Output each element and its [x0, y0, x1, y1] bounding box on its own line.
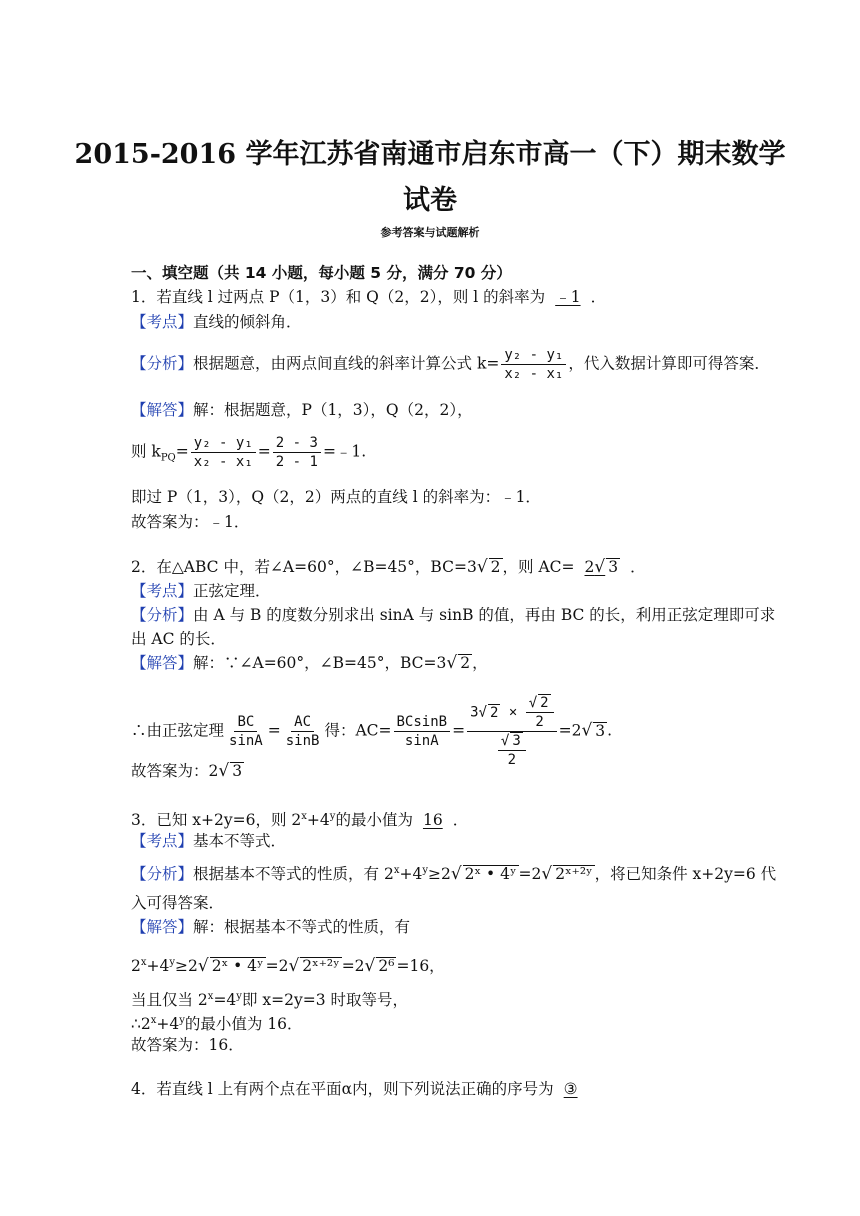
q2-frac-ac-num: AC [291, 713, 314, 732]
slope-num: y₂ - y₁ [501, 346, 566, 365]
fenxi-tag: 【分析】 [131, 865, 194, 884]
q2-frac-bc [226, 713, 266, 750]
q3-calc-d: =2 [265, 957, 289, 976]
kaodian-tag: 【考点】 [131, 313, 194, 331]
q2-frac-big [467, 694, 557, 769]
q3-stem-b: +4 [306, 811, 330, 830]
q2-calc [131, 694, 612, 769]
q3-calc [131, 952, 445, 977]
page-title-line2: 试卷 [403, 185, 457, 216]
q1-stem-text: 1．若直线 l 过两点 P（1，3）和 Q（2，2），则 l 的斜率为 [131, 288, 546, 306]
q2-small-radicand: 2 [540, 695, 549, 711]
q3-stem-a: 3．已知 x+2y=6，则 2 [131, 811, 302, 830]
q4-stem-text: 4．若直线 l 上有两个点在平面α内，则下列说法正确的序号为 [131, 1080, 554, 1098]
q2-small-num: √ 2 [526, 694, 554, 713]
fenxi-tag: 【分析】 [131, 354, 194, 373]
q2-stem-text: 2．在△ABC 中，若∠A=60°，∠B=45°，BC=3 [131, 558, 477, 576]
q2-jieda [131, 652, 488, 674]
q2-final-text: 故答案为：2 [131, 762, 219, 780]
q2-small-den: 2 [535, 714, 544, 730]
q2-kaodian-text: 正弦定理． [193, 582, 271, 600]
q2-frac-bc-den: sinA [229, 733, 263, 749]
q3-stem-c: 的最小值为 [335, 811, 413, 830]
q3-final: 故答案为：16． [131, 1036, 244, 1054]
q1-calc [131, 434, 366, 471]
sup-y: y [179, 1015, 185, 1026]
page-subtitle: 参考答案与试题解析 [380, 226, 480, 239]
q3-stem [131, 806, 468, 831]
q1-stem [131, 286, 606, 308]
q3-fenxi-c: ≥2 [427, 865, 451, 884]
sqrt-symbol: √ [581, 720, 593, 741]
q1-fenxi [131, 346, 770, 383]
q3-fenxi-b: +4 [399, 865, 423, 884]
jieda-tag: 【解答】 [131, 654, 194, 672]
sup-x: x [150, 1015, 157, 1026]
q2-stem-mid: ，则 AC= [502, 558, 575, 576]
q2-fenxi-text: 由 A 与 B 的度数分别求出 sinA 与 sinB 的值，再由 BC 的长，利用正弦定理即可求 [193, 606, 776, 624]
q3-calc-rad2: 2ˣ⁺²ʸ [302, 957, 340, 976]
q3-calc-rad3: 2⁶ [378, 957, 395, 976]
q2-calc-b: 得：AC= [324, 721, 392, 740]
q3-kaodian-text: 基本不等式． [193, 832, 287, 850]
times-sign: × [508, 704, 518, 721]
q1-fenxi-text: 根据题意，由两点间直线的斜率计算公式 k= [193, 354, 500, 373]
q1-stem-end: ． [590, 288, 607, 306]
q3-rad1: 2ˣ • 4ʸ [464, 865, 517, 884]
q2-jieda-radicand: 2 [460, 654, 471, 672]
q1-calc-frac2 [273, 434, 321, 471]
q1-calc-frac1-den: x₂ - x₁ [193, 454, 253, 470]
fenxi-tag: 【分析】 [131, 606, 194, 624]
q2-frac-bc-num: BC [234, 713, 257, 732]
q3-jieda [131, 916, 410, 938]
sqrt-symbol: √ [446, 653, 458, 673]
q1-calc-frac1-num: y₂ - y₁ [191, 434, 256, 453]
q1-calc-a: 则 k [131, 442, 161, 461]
q3-min-b: +4 [156, 1015, 180, 1034]
slope-den: x₂ - x₁ [504, 366, 564, 382]
q3-min-c: 的最小值为 16． [184, 1015, 303, 1034]
sup-x: x [207, 991, 214, 1002]
q2-small-frac [526, 694, 554, 731]
sqrt-symbol: √ [594, 557, 606, 577]
q1-jieda-text: 解：根据题意，P（1，3），Q（2，2）， [193, 401, 473, 419]
q2-answer-radicand: 3 [608, 558, 619, 576]
q2-den-radicand: 3 [512, 733, 521, 749]
q2-final [131, 760, 244, 782]
q3-rad2: 2ˣ⁺²ʸ [555, 865, 593, 884]
q2-frac-ac-den: sinB [285, 733, 320, 749]
q2-frac-ac [283, 713, 323, 750]
q4-answer: ③ [563, 1080, 578, 1098]
sup-x: x [393, 865, 400, 876]
q3-calc-c: ≥2 [175, 957, 198, 976]
q2-coef: 3 [470, 704, 479, 721]
q3-calc-e: =2 [341, 957, 365, 976]
q1-calc-frac2-num: 2 - 3 [273, 434, 321, 453]
q2-big-radicand: 2 [489, 704, 499, 721]
jieda-tag: 【解答】 [131, 918, 194, 936]
q3-answer: 16 [422, 811, 443, 830]
q2-frac-bcsinb-den: sinA [404, 733, 439, 749]
q3-stem-d: ． [452, 811, 469, 830]
sqrt-symbol: √ [450, 864, 462, 885]
sqrt-symbol: √ [476, 557, 488, 577]
q3-minimum [131, 1010, 303, 1035]
section-header: 一、填空题（共 14 小题，每小题 5 分，满分 70 分） [131, 264, 512, 282]
sup-y: y [169, 957, 176, 968]
q1-line3: 即过 P（1，3），Q（2，2）两点的直线 l 的斜率为：﹣1． [131, 488, 541, 506]
q2-calc-d: . [607, 721, 613, 740]
q3-fenxi [131, 860, 776, 885]
q3-eq-b: =4 [213, 991, 237, 1010]
q1-kaodian-text: 直线的倾斜角． [193, 313, 302, 331]
q3-equality [131, 986, 408, 1011]
q1-answer: ﹣1 [555, 288, 581, 306]
q2-radicand: 2 [490, 558, 501, 576]
page-title-line1: 2015-2016 学年江苏省南通市启东市高一（下）期末数学 [74, 139, 786, 170]
q3-calc-f: =16， [396, 957, 445, 976]
q1-calc-eq: = [175, 442, 189, 461]
jieda-tag: 【解答】 [131, 401, 194, 419]
q1-calc-b: = [257, 442, 271, 461]
sqrt-symbol: √ [541, 864, 553, 885]
kaodian-tag: 【考点】 [131, 582, 194, 600]
q2-den-frac [498, 732, 526, 769]
sqrt-symbol: √ [364, 956, 376, 977]
q1-calc-sub: PQ [160, 452, 176, 464]
sup-y: y [422, 865, 428, 876]
q2-frac-big-num: 3√ 2 × $\frac{√ 2}{2}$ [467, 694, 557, 732]
q2-eq2: = [452, 721, 466, 740]
q2-eq: = [267, 721, 281, 740]
q1-calc-c: =﹣1. [322, 442, 367, 461]
q2-den-den: 2 [507, 752, 517, 768]
q1-fenxi-end: ，代入数据计算即可得答案． [568, 354, 770, 373]
slope-formula [501, 346, 566, 383]
sup-x: x [140, 957, 147, 968]
q2-jieda-end: ， [472, 654, 488, 672]
q2-jieda-text: 解：∵∠A=60°，∠B=45°，BC=3 [193, 654, 447, 672]
q3-calc-rad1: 2ˣ • 4ʸ [211, 957, 264, 976]
q2-answer [575, 556, 631, 578]
q2-final-radicand: 3 [232, 762, 243, 780]
q3-fenxi-e: ，将已知条件 x+2y=6 代 [594, 865, 777, 884]
q2-frac-bcsinb [394, 713, 451, 750]
q3-calc-a: 2 [131, 957, 141, 976]
q3-min-a: ∴2 [131, 1015, 151, 1034]
q2-stem-end: ． [630, 558, 646, 576]
q3-eq-c: 即 x=2y=3 时取等号， [241, 991, 409, 1010]
q2-frac-big-den [495, 732, 529, 769]
q3-jieda-text: 解：根据基本不等式的性质，有 [193, 918, 411, 936]
q2-stem [131, 556, 646, 578]
q2-fenxi2: 出 AC 的长． [131, 630, 226, 648]
q3-kaodian [131, 830, 286, 852]
q2-frac-bcsinb-num: BCsinB [394, 713, 451, 732]
q2-calc-a: ∴由正弦定理 [131, 721, 225, 740]
sqrt-symbol: √ [218, 761, 230, 781]
q1-line4: 故答案为：﹣1． [131, 513, 250, 531]
q2-answer-coef: 2 [584, 558, 595, 576]
sup-x: x [301, 811, 307, 822]
q3-fenxi-d: =2 [518, 865, 542, 884]
q2-den-num: √ 3 [498, 732, 526, 751]
q2-fenxi [131, 604, 775, 626]
q1-calc-frac2-den: 2 - 1 [275, 454, 318, 470]
q3-fenxi2: 入可得答案． [131, 894, 225, 912]
q1-calc-frac1 [191, 434, 256, 471]
q2-kaodian [131, 580, 271, 602]
sqrt-symbol: √ [288, 956, 300, 977]
q4-stem [131, 1078, 588, 1100]
sqrt-symbol: √ [197, 956, 209, 977]
q2-result-radicand: 3 [595, 721, 606, 740]
kaodian-tag: 【考点】 [131, 832, 194, 850]
sup-y: y [236, 991, 242, 1002]
q1-jieda [131, 399, 473, 421]
sup-y: y [329, 811, 336, 822]
q2-calc-c: =2 [558, 721, 582, 740]
q3-calc-b: +4 [146, 957, 170, 976]
q3-fenxi-a: 根据基本不等式的性质，有 2 [193, 865, 394, 884]
q1-kaodian [131, 311, 302, 333]
q3-eq-a: 当且仅当 2 [131, 991, 208, 1010]
